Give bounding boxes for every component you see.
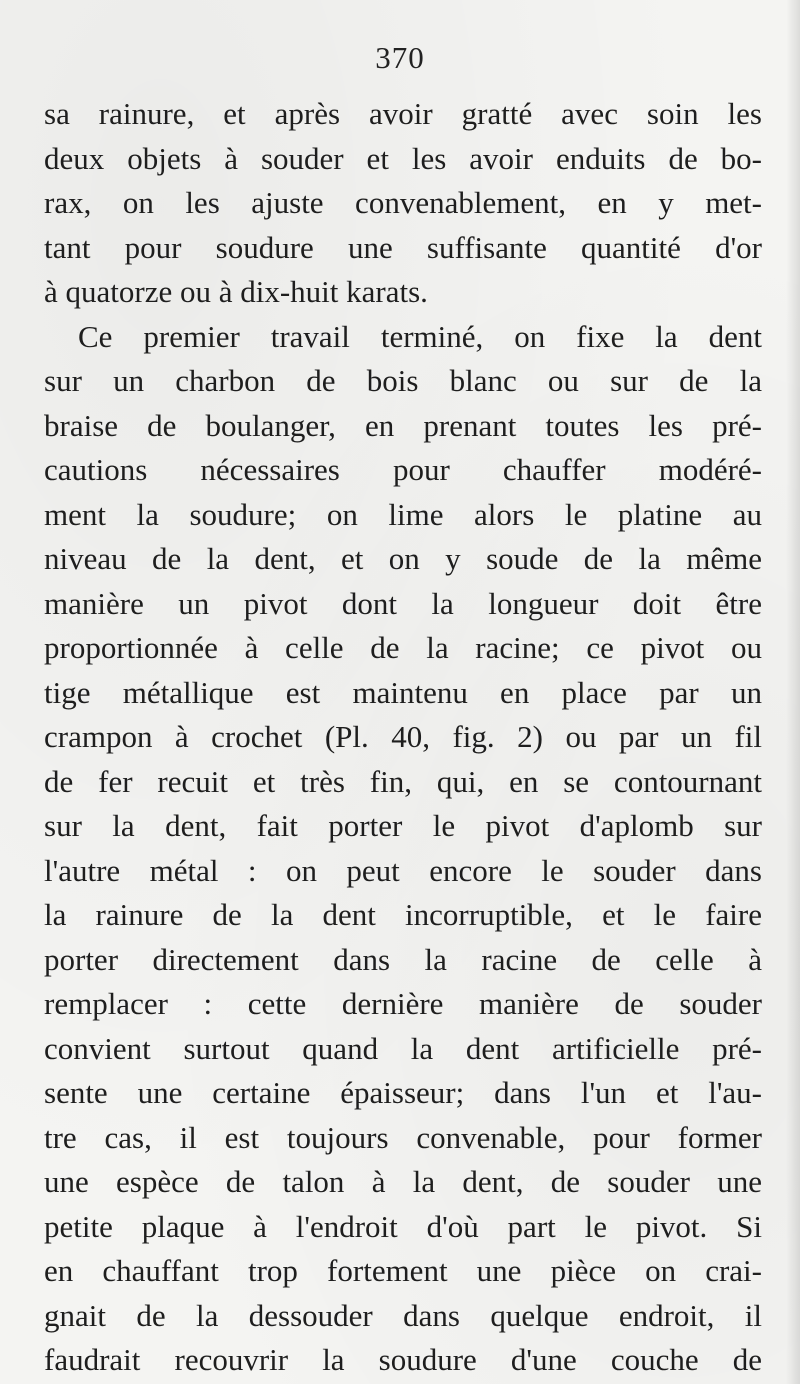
text-line: gnait de la dessouder dans quelque endroit, il [44,1297,762,1333]
text-line: sur un charbon de bois blanc ou sur de la [44,363,762,398]
page-edge-shadow [786,0,800,1384]
text-line: Ce premier travail terminé, on fixe la dent [78,318,762,354]
text-line: petite plaque à l'endroit d'où part le pivot. Si [44,1208,762,1244]
body-text [44,92,762,1383]
text-line: braise de boulanger, en prenant toutes les pré- [44,407,762,443]
text-line: tre cas, il est toujours convenable, pour former [44,1119,762,1155]
text-line: convient surtout quand la dent artificielle pré- [44,1030,762,1066]
text-line: remplacer : cette dernière manière de souder [44,986,762,1021]
text-line: proportionnée à celle de la racine; ce pivot ou [44,630,762,665]
text-line: cautions nécessaires pour chauffer modéré- [44,452,762,487]
text-line: une espèce de talon à la dent, de souder une [44,1164,762,1199]
text-line: rax, on les ajuste convenablement, en y met- [44,185,762,220]
text-line: de fer recuit et très fin, qui, en se contournant [44,763,762,799]
text-line: tant pour soudure une suffisante quantité d'or [44,229,762,265]
text-line: à quatorze ou à dix-huit karats. [44,274,428,309]
text-line: ment la soudure; on lime alors le platine au [44,496,762,532]
text-line: en chauffant trop fortement une pièce on crai- [44,1253,762,1288]
text-line: sente une certaine épaisseur; dans l'un et l'au- [44,1075,762,1110]
text-line: deux objets à souder et les avoir enduits de bo- [44,140,762,176]
text-line: sa rainure, et après avoir gratté avec soin les [44,96,762,131]
page-number: 370 [375,40,425,75]
text-line: tige métallique est maintenu en place par un [44,674,762,710]
text-line: l'autre métal : on peut encore le souder dans [44,852,762,888]
text-line: niveau de la dent, et on y soude de la même [44,541,762,576]
text-line: manière un pivot dont la longueur doit être [44,585,762,621]
text-line: crampon à crochet (Pl. 40, fig. 2) ou par un fil [44,719,762,754]
text-line: sur la dent, fait porter le pivot d'aplomb sur [44,808,762,843]
text-line: porter directement dans la racine de celle à [44,941,762,977]
text-line: la rainure de la dent incorruptible, et le faire [44,897,762,932]
text-line: faudrait recouvrir la soudure d'une couche de [44,1342,762,1377]
